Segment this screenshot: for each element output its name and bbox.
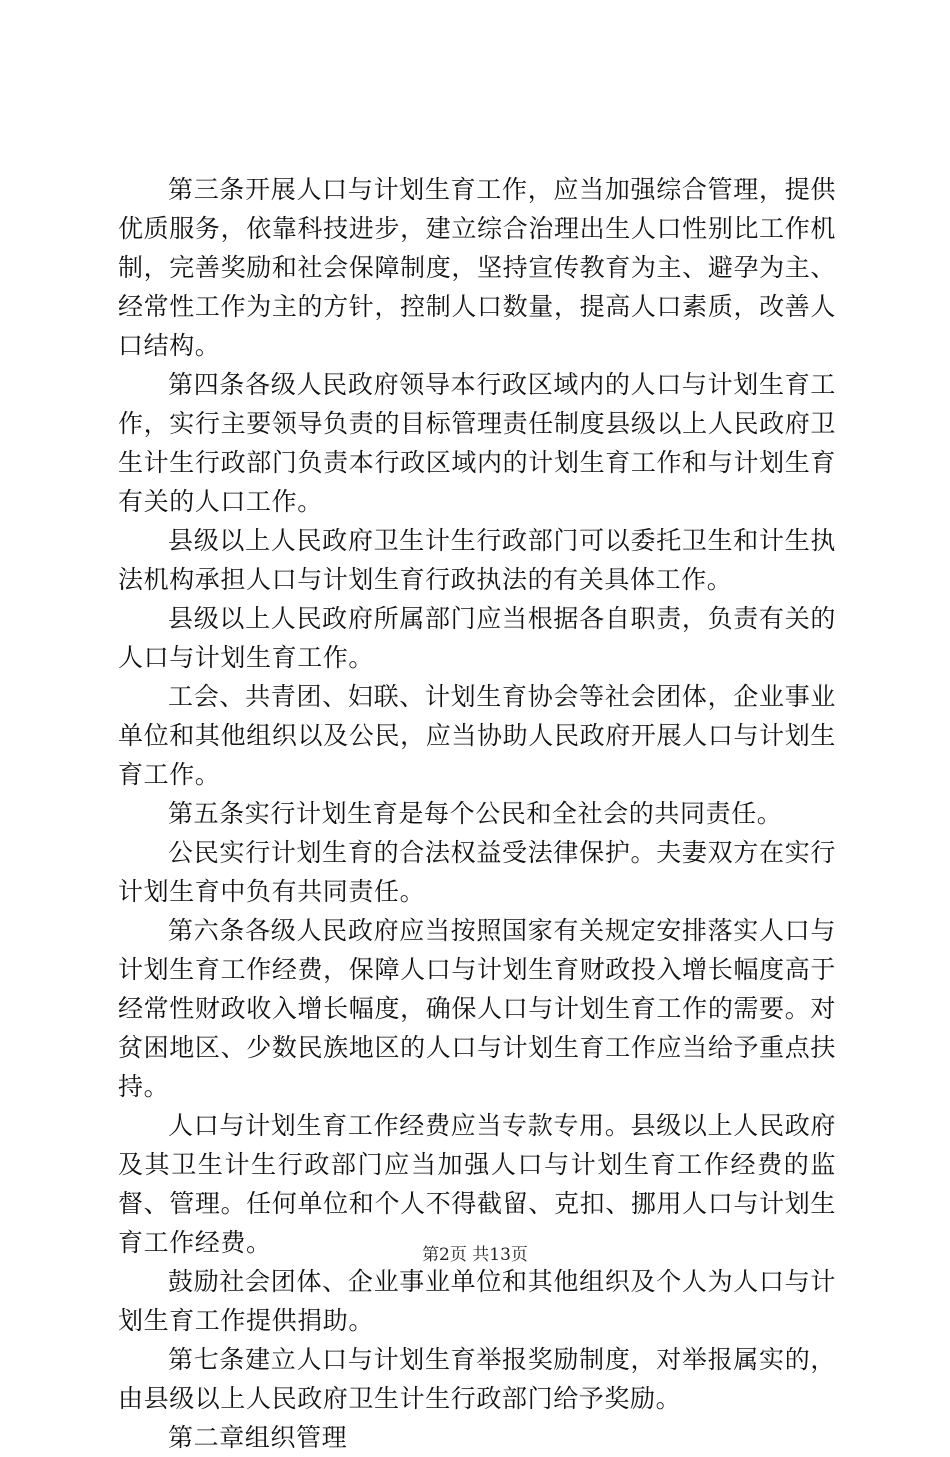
paragraph-article-6: 第六条各级人民政府应当按照国家有关规定安排落实人口与计划生育工作经费，保障人口与计划生育财政投入增长幅度高于经常性财政收入增长幅度，确保人口与计划生育工作的需要。对贫困地区、少数民族地区的人口与计划生育工作应当给予重点扶持。 — [118, 916, 836, 1101]
paragraph-article-6-funds: 人口与计划生育工作经费应当专款专用。县级以上人民政府及其卫生计生行政部门应当加强人口与计划生育工作经费的监督、管理。任何单位和个人不得截留、克扣、挪用人口与计划生育工作经费。 — [118, 1111, 836, 1257]
paragraph-article-4-organizations: 工会、共青团、妇联、计划生育协会等社会团体，企业事业单位和其他组织以及公民，应当协助人民政府开展人口与计划生育工作。 — [118, 682, 836, 789]
chapter-heading: 第二章组织管理 — [168, 1423, 348, 1452]
paragraph-article-5-rights: 公民实行计划生育的合法权益受法律保护。夫妻双方在实行计划生育中负有共同责任。 — [118, 838, 836, 906]
paragraph-article-4: 第四条各级人民政府领导本行政区域内的人口与计划生育工作，实行主要领导负责的目标管理责任制度县级以上人民政府卫生计生行政部门负责本行政区域内的计划生育工作和与计划生育有关的人口工作。 — [118, 370, 836, 516]
paragraph-article-3: 第三条开展人口与计划生育工作，应当加强综合管理，提供优质服务，依靠科技进步，建立综合治理出生人口性别比工作机制，完善奖励和社会保障制度，坚持宣传教育为主、避孕为主、经常性工作为主的方针，控制人口数量，提高人口素质，改善人口结构。 — [118, 175, 836, 360]
page-number-footer: 第2页 共13页 — [422, 1245, 528, 1265]
paragraph-article-4-delegation: 县级以上人民政府卫生计生行政部门可以委托卫生和计生执法机构承担人口与计划生育行政执法的有关具体工作。 — [118, 526, 836, 594]
paragraph-article-7: 第七条建立人口与计划生育举报奖励制度，对举报属实的，由县级以上人民政府卫生计生行政部门给予奖励。 — [118, 1345, 836, 1413]
paragraph-article-5: 第五条实行计划生育是每个公民和全社会的共同责任。 — [168, 799, 783, 828]
paragraph-article-6-donations: 鼓励社会团体、企业事业单位和其他组织及个人为人口与计划生育工作提供捐助。 — [118, 1267, 836, 1335]
paragraph-article-4-departments: 县级以上人民政府所属部门应当根据各自职责，负责有关的人口与计划生育工作。 — [118, 604, 836, 672]
